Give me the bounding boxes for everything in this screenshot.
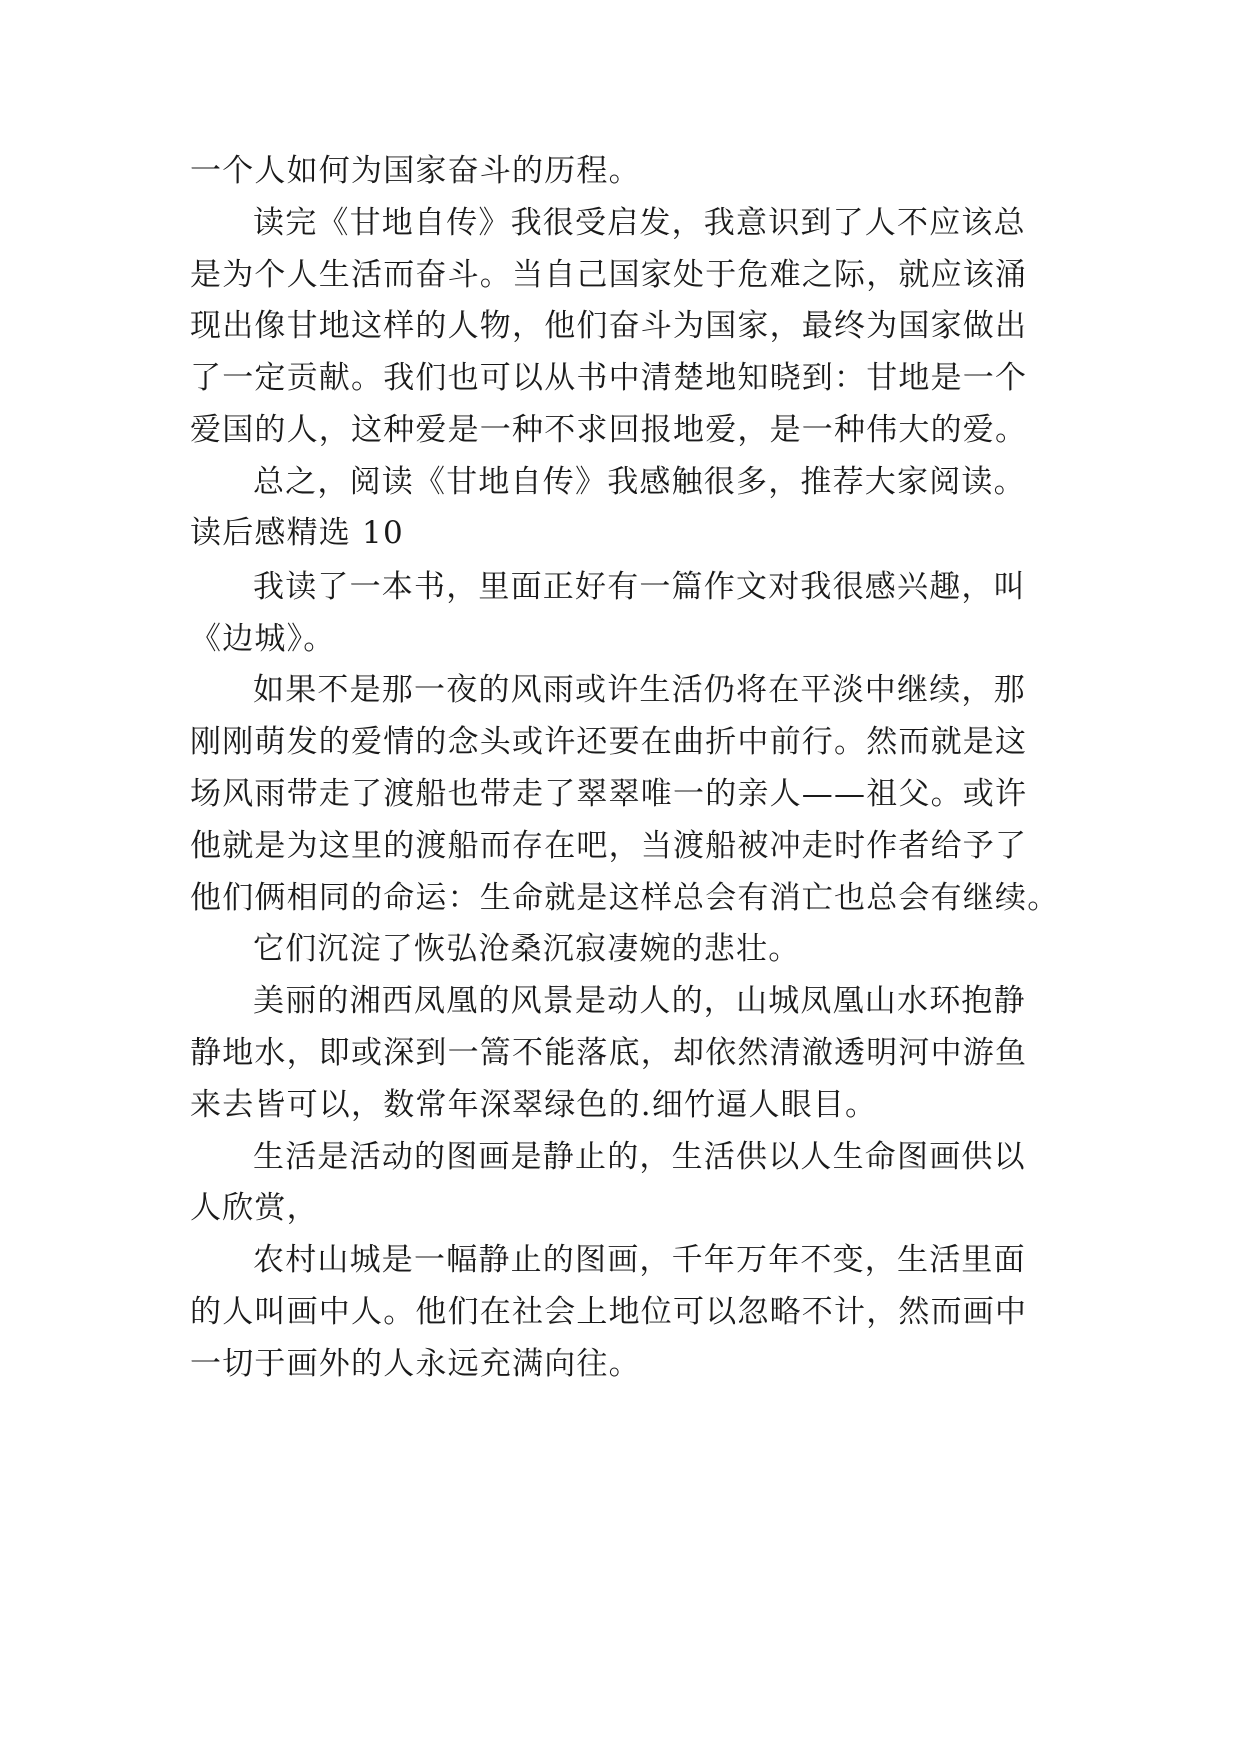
text-line: 现出像甘地这样的人物，他们奋斗为国家，最终为国家做出 [190,308,1028,344]
text-line: 的人叫画中人。他们在社会上地位可以忽略不计，然而画中 [190,1294,1028,1330]
paragraph-start: 如果不是那一夜的风雨或许生活仍将在平淡中继续，那 [253,672,1026,708]
text-line: 他们俩相同的命运：生命就是这样总会有消亡也总会有继续。 [190,880,1060,916]
text-line: 《边城》。 [190,621,336,657]
text-line: 刚刚萌发的爱情的念头或许还要在曲折中前行。然而就是这 [190,724,1028,760]
paragraph-start: 总之，阅读《甘地自传》我感触很多，推荐大家阅读。 [253,464,1026,500]
paragraph-start: 农村山城是一幅静止的图画，千年万年不变，生活里面 [253,1242,1026,1278]
text-line: 静地水，即或深到一篙不能落底，却依然清澈透明河中游鱼 [190,1035,1028,1071]
text-line: 场风雨带走了渡船也带走了翠翠唯一的亲人——祖父。或许 [190,776,1028,812]
text-line: 爱国的人，这种爱是一种不求回报地爱，是一种伟大的爱。 [190,412,1028,448]
text-line: 他就是为这里的渡船而存在吧，当渡船被冲走时作者给予了 [190,828,1028,864]
text-line: 是为个人生活而奋斗。当自己国家处于危难之际，就应该涌 [190,257,1028,293]
text-line: 人欣赏， [190,1190,319,1226]
paragraph-start: 读完《甘地自传》我很受启发，我意识到了人不应该总 [253,205,1026,241]
text-line: 了一定贡献。我们也可以从书中清楚地知晓到：甘地是一个 [190,360,1028,396]
section-heading: 读后感精选 10 [190,515,404,551]
text-line: 一切于画外的人永远充满向往。 [190,1346,641,1382]
text-line: 一个人如何为国家奋斗的历程。 [190,153,641,189]
paragraph-start: 美丽的湘西凤凰的风景是动人的，山城凤凰山水环抱静 [253,983,1026,1019]
paragraph-start: 我读了一本书，里面正好有一篇作文对我很感兴趣，叫 [253,569,1026,605]
text-line: 来去皆可以，数常年深翠绿色的.细竹逼人眼目。 [190,1087,878,1123]
paragraph-start: 它们沉淀了恢弘沧桑沉寂凄婉的悲壮。 [253,931,801,967]
paragraph-start: 生活是活动的图画是静止的，生活供以人生命图画供以 [253,1139,1026,1175]
